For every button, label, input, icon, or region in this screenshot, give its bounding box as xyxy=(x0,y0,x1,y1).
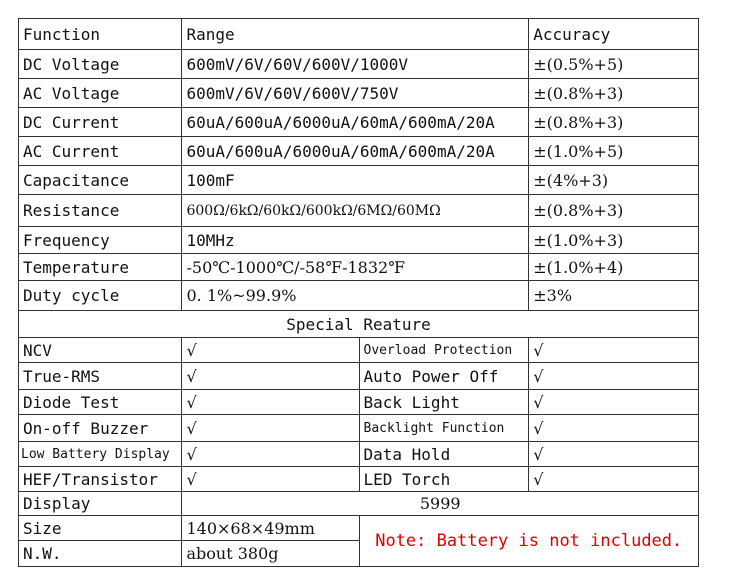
check-mark: √ xyxy=(529,442,699,467)
table-row xyxy=(19,254,699,281)
feature-row xyxy=(19,390,699,415)
check-mark: √ xyxy=(529,415,699,442)
check-mark: √ xyxy=(529,338,699,363)
function-cell: Resistance xyxy=(19,195,182,227)
check-mark: √ xyxy=(182,363,359,390)
function-cell: Temperature xyxy=(19,254,182,281)
weight-value: about 380g xyxy=(182,541,359,567)
function-cell: AC Voltage xyxy=(19,79,182,108)
table-row xyxy=(19,137,699,166)
range-cell: 10MHz xyxy=(182,227,529,254)
feature-label: True-RMS xyxy=(19,363,182,390)
special-feature-title-row xyxy=(19,311,699,338)
check-mark: √ xyxy=(529,390,699,415)
feature-label: Low Battery Display xyxy=(19,442,182,467)
feature-label: HEF/Transistor xyxy=(19,467,182,492)
check-mark: √ xyxy=(529,467,699,492)
check-mark: √ xyxy=(529,363,699,390)
feature-row xyxy=(19,338,699,363)
display-row xyxy=(19,492,699,516)
accuracy-cell: ±(0.8%+3) xyxy=(529,108,699,137)
feature-label: Auto Power Off xyxy=(359,363,529,390)
table-row xyxy=(19,79,699,108)
function-cell: DC Current xyxy=(19,108,182,137)
feature-label: On-off Buzzer xyxy=(19,415,182,442)
feature-label: NCV xyxy=(19,338,182,363)
special-feature-title: Special Reature xyxy=(19,311,699,338)
size-value: 140×68×49mm xyxy=(182,516,359,541)
weight-label: N.W. xyxy=(19,541,182,567)
range-cell: 600mV/6V/60V/600V/750V xyxy=(182,79,529,108)
header-accuracy: Accuracy xyxy=(529,19,699,50)
table-row xyxy=(19,281,699,311)
feature-label: Diode Test xyxy=(19,390,182,415)
accuracy-cell: ±(1.0%+3) xyxy=(529,227,699,254)
feature-row xyxy=(19,415,699,442)
accuracy-cell: ±3% xyxy=(529,281,699,311)
display-label: Display xyxy=(19,492,182,516)
accuracy-cell: ±(4%+3) xyxy=(529,166,699,195)
battery-note: Note: Battery is not included. xyxy=(359,516,699,567)
function-cell: Frequency xyxy=(19,227,182,254)
check-mark: √ xyxy=(182,467,359,492)
range-cell: 100mF xyxy=(182,166,529,195)
function-cell: DC Voltage xyxy=(19,50,182,79)
function-cell: Duty cycle xyxy=(19,281,182,311)
header-range: Range xyxy=(182,19,529,50)
feature-label: Backlight Function xyxy=(359,415,529,442)
feature-label: Data Hold xyxy=(359,442,529,467)
feature-label: Overload Protection xyxy=(359,338,529,363)
range-cell: 0. 1%~99.9% xyxy=(182,281,529,311)
function-cell: AC Current xyxy=(19,137,182,166)
range-cell: 600mV/6V/60V/600V/1000V xyxy=(182,50,529,79)
feature-label: LED Torch xyxy=(359,467,529,492)
accuracy-cell: ±(0.8%+3) xyxy=(529,195,699,227)
feature-label: Back Light xyxy=(359,390,529,415)
table-row xyxy=(19,227,699,254)
accuracy-cell: ±(1.0%+4) xyxy=(529,254,699,281)
accuracy-cell: ±(1.0%+5) xyxy=(529,137,699,166)
accuracy-cell: ±(0.8%+3) xyxy=(529,79,699,108)
check-mark: √ xyxy=(182,442,359,467)
display-value: 5999 xyxy=(182,492,699,516)
size-row xyxy=(19,516,699,541)
feature-row xyxy=(19,467,699,492)
specification-table xyxy=(18,18,699,567)
accuracy-cell: ±(0.5%+5) xyxy=(529,50,699,79)
table-row xyxy=(19,166,699,195)
check-mark: √ xyxy=(182,415,359,442)
function-cell: Capacitance xyxy=(19,166,182,195)
table-row xyxy=(19,50,699,79)
feature-row xyxy=(19,442,699,467)
table-row xyxy=(19,108,699,137)
table-header-row xyxy=(19,19,699,50)
range-cell: 60uA/600uA/6000uA/60mA/600mA/20A xyxy=(182,108,529,137)
header-function: Function xyxy=(19,19,182,50)
table-row xyxy=(19,195,699,227)
range-cell: -50℃-1000℃/-58℉-1832℉ xyxy=(182,254,529,281)
check-mark: √ xyxy=(182,390,359,415)
check-mark: √ xyxy=(182,338,359,363)
range-cell: 600Ω/6kΩ/60kΩ/600kΩ/6MΩ/60MΩ xyxy=(182,195,529,227)
range-cell: 60uA/600uA/6000uA/60mA/600mA/20A xyxy=(182,137,529,166)
feature-row xyxy=(19,363,699,390)
size-label: Size xyxy=(19,516,182,541)
